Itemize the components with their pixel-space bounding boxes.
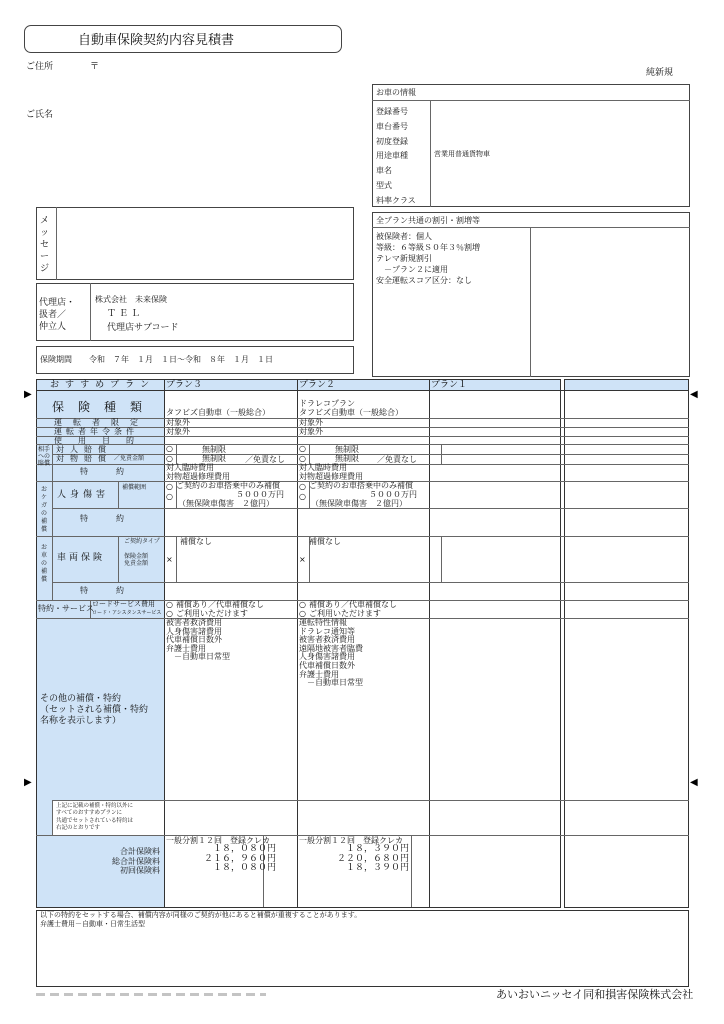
field-chassis: 車台番号 (376, 121, 408, 131)
footer-company: あいおいニッセイ同和損害保険株式会社 (496, 988, 694, 1001)
plan2-road-2: ご利用いただけます (309, 609, 381, 618)
other-label-line: その他の補償・特約 (40, 694, 122, 704)
discount-line: 等級：６等級Ｓ０年３％割増 (376, 243, 480, 252)
left-arrow-marker: ▶ (24, 389, 32, 400)
footer-faint-text (36, 993, 266, 996)
special1-label: 特約 (80, 467, 152, 476)
contract-type-small-label: ご契約タイプ (124, 538, 160, 545)
agency-name: 株式会社 未来保険 (95, 295, 167, 304)
footnote-label (56, 803, 133, 832)
plan2-radio-1: ○ (299, 444, 306, 453)
special-service-label: 特約・サービス (38, 604, 94, 613)
plan2-type-line: タフビズ自動車（一般総合） (299, 408, 403, 417)
special-line: 対人臨時費用 (166, 463, 214, 472)
other-coverage-label (40, 694, 148, 727)
discount-line: 安全運転スコア区分：なし (376, 276, 472, 285)
other-item: ドラレコ通知等 (299, 626, 355, 636)
plan2-radio-2: ○ (299, 454, 306, 463)
discounts-heading: 全プラン共通の割引・割増等 (376, 216, 480, 225)
plan3-injury-line-3: （無保険車傷害 ２億円） (178, 499, 274, 508)
field-car-name: 車名 (376, 166, 392, 176)
plan2-other (299, 619, 363, 688)
period-label: 保険期間 (40, 355, 72, 364)
other-label-line: 名称を表示します） (40, 716, 122, 726)
special-line: 対人臨時費用 (299, 463, 347, 472)
amount-small-label: 保険金額 (124, 553, 149, 560)
premium-value: １８，３９０円 (345, 863, 409, 873)
plan2-road-radio-1: ○ (299, 600, 306, 609)
plan3-injury-line-2: ５０００万円 (236, 490, 284, 499)
plan3-radio-1: ○ (166, 444, 173, 453)
premium-value: １８，０８０円 (212, 844, 276, 854)
message-box (36, 207, 354, 280)
plan2-type (299, 399, 403, 417)
other-item: －自動車日常型 (299, 678, 363, 688)
plan2-injury-radio-1: ○ (299, 482, 306, 491)
footnote-line: 右記のとおりです (56, 824, 101, 831)
plan3-road-radio-1: ○ (166, 600, 173, 609)
plan3-vehicle: 補償なし (180, 537, 212, 546)
premium-value: ２２０，６８０円 (336, 853, 409, 864)
plan3-injury-radio-1: ○ (166, 482, 173, 491)
injury-side-label: おケガの補償 (41, 486, 48, 533)
plan3-injury-radio-2: ○ (166, 492, 173, 501)
plan3-deductible: ／免責なし (245, 455, 285, 464)
car-info-heading: お車の情報 (376, 88, 416, 97)
plan3-premiums (166, 845, 276, 874)
premium-value: １８，０８０円 (212, 863, 276, 873)
premium-labels (90, 847, 160, 876)
premium-label: 合計保険料 (120, 847, 160, 856)
plan3-vehicle-mark: × (166, 555, 173, 564)
contract-type: 純新規 (646, 68, 674, 78)
period-value: 令和 ７年 １月 １日～令和 ８年 １月 １日 (89, 355, 273, 364)
plan2-injury-line-2: ５０００万円 (369, 490, 417, 499)
plan2-property: 無制限 (335, 454, 359, 463)
car-info-box (372, 84, 690, 207)
field-usage: 用途車種 (376, 151, 408, 161)
special2-label: 特約 (80, 514, 152, 523)
deductible-small-label-2: 免責金額 (124, 560, 149, 567)
plan2-premiums (299, 845, 409, 874)
liability-side-label: 相手への賠償 (38, 446, 51, 467)
postal-mark: 〒 (90, 62, 100, 72)
left-arrow-marker: ▶ (24, 777, 32, 788)
field-registration: 登録番号 (376, 107, 408, 116)
other-item: －自動車日常型 (166, 652, 230, 662)
plan2-deductible: ／免責なし (377, 455, 417, 464)
plan3-bodily: 無制限 (202, 445, 226, 454)
other-item: 代車補償日数外 (299, 660, 355, 670)
plan-table-extra-column (564, 379, 689, 908)
agency-tel: ＴＥＬ (107, 309, 144, 319)
plan2-vehicle: 補償なし (309, 537, 341, 546)
other-item: 弁護士費用 (299, 669, 339, 679)
discount-line: 被保険者：個人 (376, 232, 432, 241)
agency-label-line: 仲立人 (39, 322, 67, 332)
discount-line: テレマ新規割引 (376, 254, 432, 263)
right-arrow-marker: ◀ (690, 389, 698, 400)
notes-line-2: 弁護士費用－自動車・日常生活型 (40, 920, 145, 928)
deductible-small-label: ／免責金額 (114, 455, 145, 462)
plan3-other (166, 619, 230, 662)
plan2-header: プラン２ (299, 380, 336, 390)
premium-label: 総合計保険料 (112, 856, 160, 866)
plan2-injury-line-3: （無保険車傷害 ２億円） (311, 499, 407, 508)
agency-label (39, 297, 75, 333)
plan2-driver-age: 対象外 (299, 427, 323, 436)
right-arrow-marker: ◀ (690, 777, 698, 788)
plan2-vehicle-mark: × (299, 555, 306, 564)
road-service-label: ロードサービス費用 (92, 600, 155, 608)
name-label: ご氏名 (26, 110, 54, 120)
message-label: メッセージ (40, 216, 50, 274)
premium-value: １８，３９０円 (345, 844, 409, 854)
other-item: 被害者救済費用 (299, 635, 355, 645)
insurance-type-label: 保険種類 (52, 400, 157, 414)
discount-lines (376, 231, 480, 286)
plan3-liability-special (166, 464, 230, 481)
plan2-injury-line-1: ご契約のお車搭乗中のみ補償 (309, 481, 413, 490)
plan2-road-1: 補償あり／代車補償なし (309, 600, 397, 609)
plan3-radio-2: ○ (166, 454, 173, 463)
special-line: 対物超過修理費用 (299, 471, 363, 481)
plan2-driver-limit: 対象外 (299, 418, 323, 427)
other-item: 遠隔地被害者臨費 (299, 643, 363, 653)
recommend-plan-label: おすすめプラン (50, 380, 156, 390)
plan3-injury-line-1: ご契約のお車搭乗中のみ補償 (176, 481, 280, 490)
premium-value: ２１６，９６０円 (203, 853, 276, 864)
address-label: ご住所 (26, 62, 54, 72)
field-rate-class: 料率クラス (376, 195, 416, 205)
footnote-line: 上記に記載の補償・特約以外に (56, 803, 134, 809)
car-fields (376, 105, 416, 209)
plan2-type-line: ドラレコプラン (299, 399, 355, 408)
coverage-amount-label: 補償範囲 (122, 484, 147, 491)
property-liability-label: 対物賠償 (56, 454, 112, 463)
special-line: 対物超過修理費用 (166, 471, 230, 481)
notes-line-1: 以下の特約をセットする場合、補償内容が同様のご契約が他にあると補償が重複することがあります。 (40, 911, 362, 919)
other-item: 弁護士費用 (166, 643, 206, 653)
plan1-header: プラン１ (431, 380, 468, 390)
agency-label-line: 代理店・ (39, 298, 76, 308)
agency-label-line: 扱者／ (39, 310, 67, 320)
usage-label: 使用目的 (54, 436, 150, 445)
footnote-line: 共通でセットされている特約は (56, 817, 134, 824)
other-item: 代車補償日数外 (166, 635, 222, 645)
plan3-type: タフビズ自動車（一般総合） (166, 408, 270, 417)
agency-box (36, 283, 354, 341)
discount-line: －プラン２に適用 (376, 265, 448, 274)
document-title: 自動車保険契約内容見積書 (78, 33, 235, 48)
bodily-liability-label: 対人賠償 (56, 445, 112, 454)
other-item: 人身傷害諸費用 (299, 652, 355, 662)
driver-limit-label: 運転者限定 (54, 418, 149, 427)
usage-value: 営業用普通貨物車 (434, 150, 490, 158)
vehicle-insurance-label: 車両保険 (57, 553, 106, 563)
other-item: 被害者救済費用 (166, 618, 222, 627)
plan3-road-1: 補償あり／代車補償なし (176, 600, 264, 609)
personal-injury-label: 人身傷害 (57, 490, 110, 500)
driver-age-label: 運転者年令条件 (54, 427, 138, 436)
plan2-bodily: 無制限 (335, 445, 359, 454)
field-model: 型式 (376, 180, 392, 190)
footnote-line: すべてのおすすめプランに (56, 810, 122, 817)
other-item: 人身傷害諸費用 (166, 626, 222, 636)
plan3-road-radio-2: ○ (166, 609, 173, 618)
agency-subcode: 代理店サブコード (107, 323, 179, 333)
other-item: 運転特性情報 (299, 618, 347, 627)
plan3-road-2: ご利用いただけます (176, 609, 248, 618)
plan3-premium-plan: 一般分割１２回 登録クレカ (166, 836, 270, 845)
other-label-line: （セットされる補償・特約 (40, 705, 149, 715)
plan3-driver-age: 対象外 (166, 427, 190, 436)
road-assistance-label: ロード・アシスタンスサービス (92, 610, 162, 616)
plan3-driver-limit: 対象外 (166, 418, 190, 427)
car-side-label: お車の補償 (41, 544, 48, 583)
special3-label: 特約 (80, 586, 152, 595)
plan2-premium-plan: 一般分割１２回 登録クレカ (299, 836, 403, 845)
plan3-property: 無制限 (202, 454, 226, 463)
plan2-road-radio-2: ○ (299, 609, 306, 618)
plan3-header: プラン３ (166, 380, 203, 390)
plan2-injury-radio-2: ○ (299, 492, 306, 501)
premium-label: 初回保険料 (120, 866, 160, 875)
field-first-registration: 初度登録 (376, 136, 408, 146)
plan2-liability-special (299, 464, 363, 481)
